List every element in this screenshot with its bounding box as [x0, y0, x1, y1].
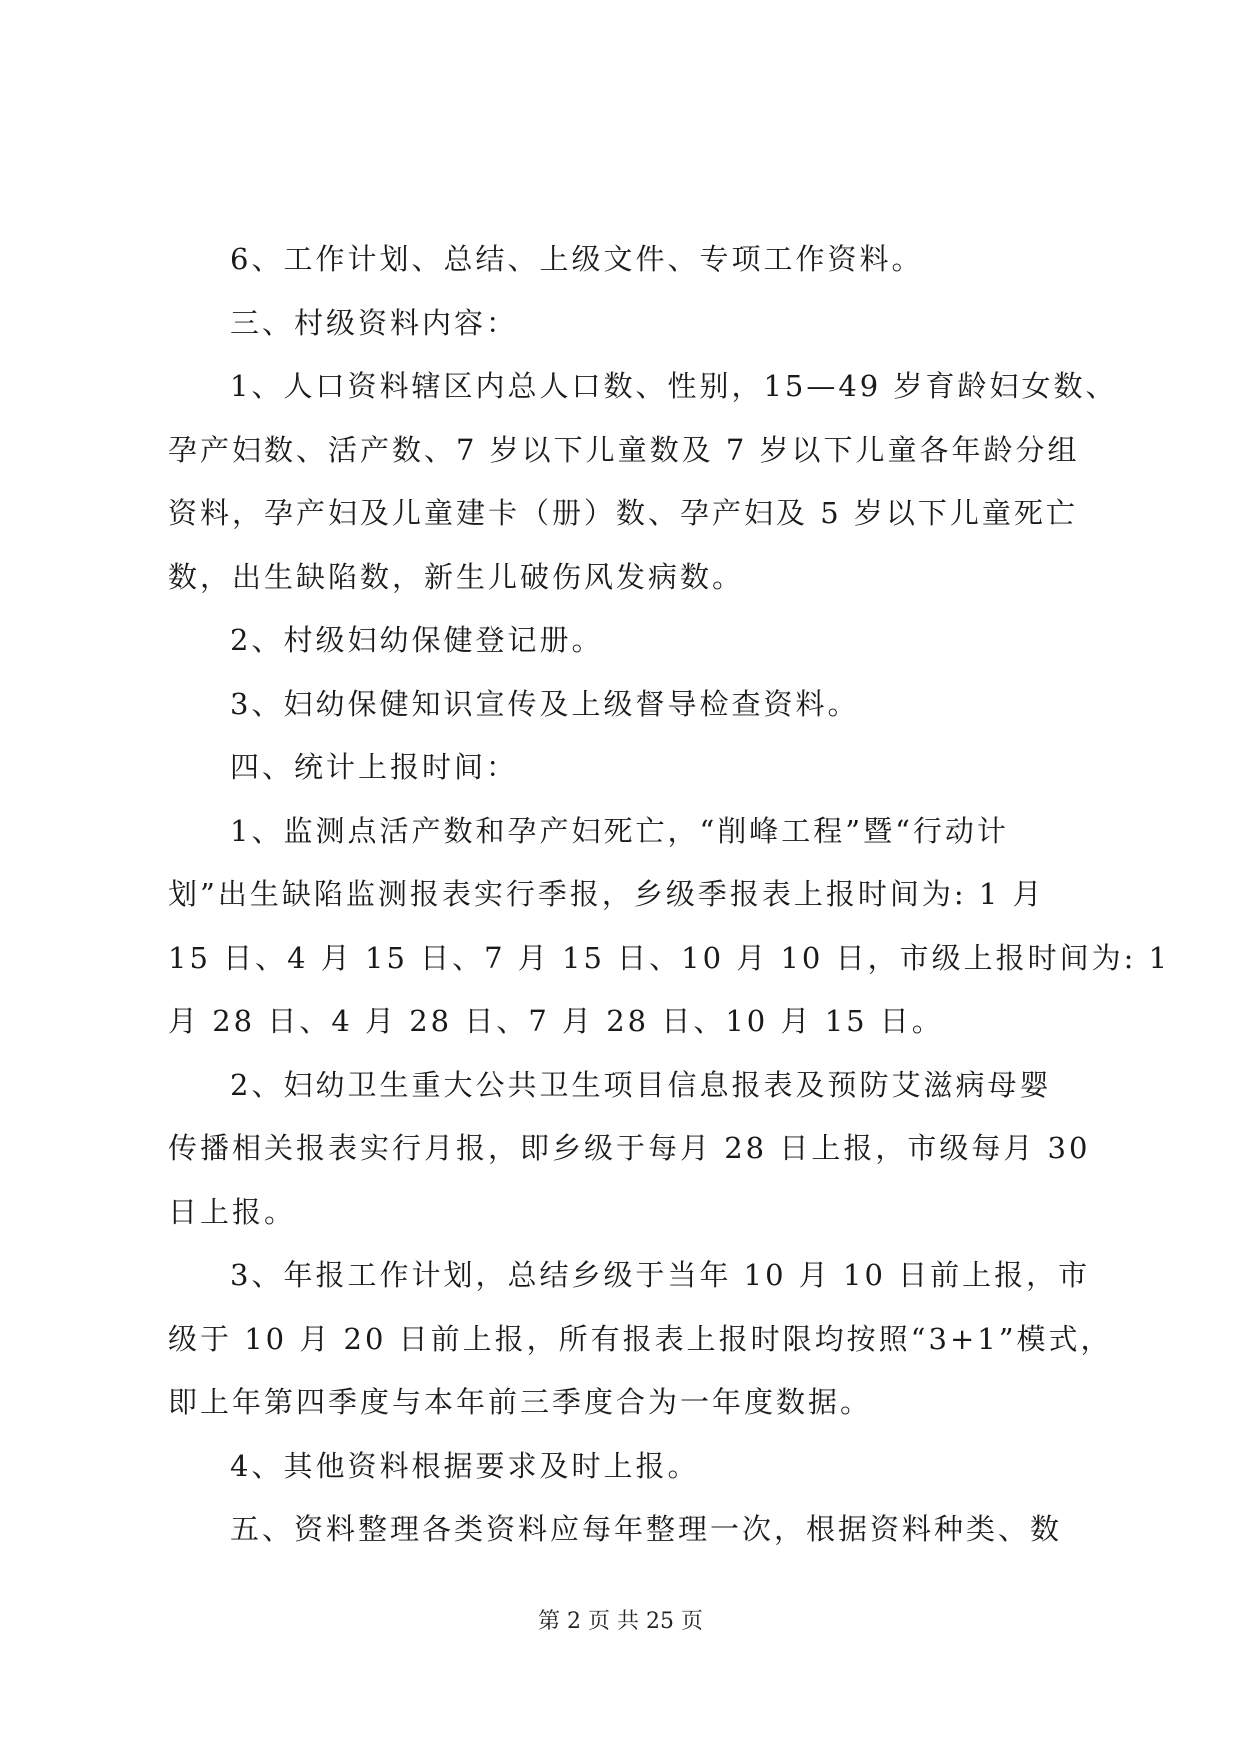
text-line: 3、年报工作计划，总结乡级于当年 10 月 10 日前上报，市 — [230, 1258, 1091, 1292]
text-line: 2、村级妇幼保健登记册。 — [230, 623, 604, 657]
text-line: 级于 10 月 20 日前上报，所有报表上报时限均按照“3+1”模式， — [168, 1321, 1113, 1356]
text-line: 2、妇幼卫生重大公共卫生项目信息报表及预防艾滋病母婴 — [230, 1067, 1052, 1102]
text-line: 即上年第四季度与本年前三季度合为一年度数据。 — [168, 1385, 873, 1419]
page-footer: 第 2 页 共 25 页 — [538, 1609, 703, 1634]
text-line: 传播相关报表实行月报，即乡级于每月 28 日上报，市级每月 30 — [168, 1131, 1091, 1165]
document-body — [168, 228, 1171, 1562]
text-line: 孕产妇数、活产数、7 岁以下儿童数及 7 岁以下儿童各年龄分组 — [168, 432, 1080, 467]
text-line: 1、监测点活产数和孕产妇死亡，“削峰工程”暨“行动计 — [230, 813, 1009, 848]
text-line: 日上报。 — [168, 1194, 297, 1229]
text-line: 6、工作计划、总结、上级文件、专项工作资料。 — [230, 242, 924, 276]
text-line: 资料，孕产妇及儿童建卡（册）数、孕产妇及 5 岁以下儿童死亡 — [168, 496, 1078, 530]
text-line: 4、其他资料根据要求及时上报。 — [230, 1448, 700, 1483]
text-line: 3、妇幼保健知识宣传及上级督导检查资料。 — [230, 686, 860, 721]
text-line: 划”出生缺陷监测报表实行季报，乡级季报表上报时间为: 1 月 — [168, 877, 1045, 911]
text-line: 三、村级资料内容： — [230, 305, 519, 340]
text-line: 月 28 日、4 月 28 日、7 月 28 日、10 月 15 日。 — [168, 1004, 944, 1038]
text-line: 四、统计上报时间： — [230, 750, 519, 784]
text-line: 15 日、4 月 15 日、7 月 15 日、10 月 10 日，市级上报时间为: 1 — [168, 940, 1171, 975]
text-line: 五、资料整理各类资料应每年整理一次，根据资料种类、数 — [230, 1512, 1063, 1546]
text-line: 数，出生缺陷数，新生儿破伤风发病数。 — [168, 559, 745, 594]
text-line: 1、人口资料辖区内总人口数、性别，15—49 岁育龄妇女数、 — [230, 369, 1118, 403]
